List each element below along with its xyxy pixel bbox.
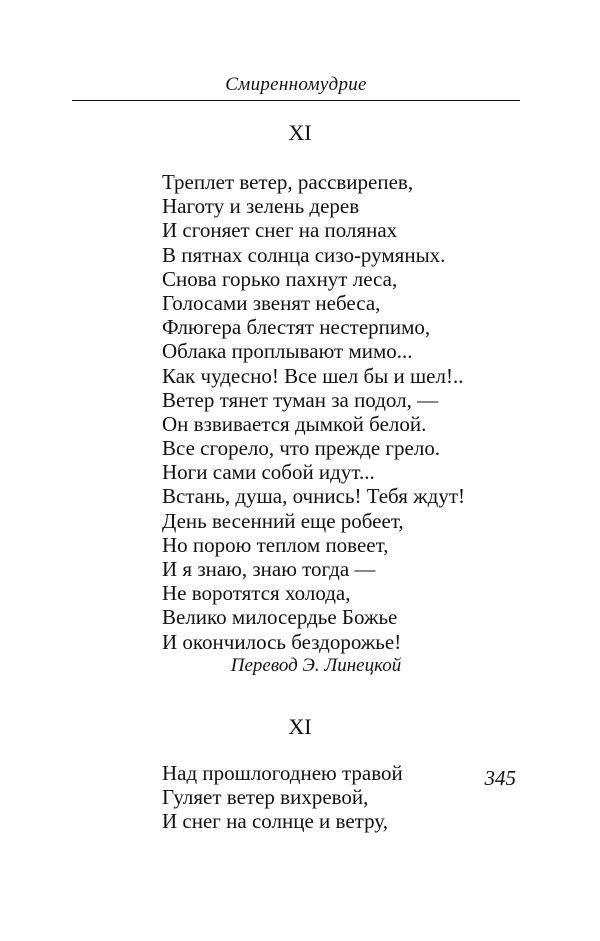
verse-line: И сгоняет снег на полянах xyxy=(162,218,398,243)
verse-line: И окончилось бездорожье! xyxy=(162,629,402,654)
running-head: Смиренномудрие xyxy=(225,74,367,95)
poem-2-title: XI xyxy=(288,714,312,739)
verse-line: Гуляет ветер вихревой, xyxy=(162,785,369,810)
verse-line: Наготу и зелень дерев xyxy=(162,194,360,219)
verse-line: Над прошлогоднею травой xyxy=(162,761,403,785)
verse-line: Ноги сами собой идут... xyxy=(162,460,375,485)
poem-1-title: XI xyxy=(288,120,312,145)
verse-line: И снег на солнце и ветру, xyxy=(162,809,388,834)
verse-line: День весенний еще робеет, xyxy=(162,508,404,533)
verse-line: Ветер тянет туман за подол, — xyxy=(162,387,439,412)
page-number: 345 xyxy=(484,766,516,790)
verse-line: Велико милосердье Божье xyxy=(162,605,398,630)
poem-1-verse xyxy=(162,170,465,654)
header-rule xyxy=(72,100,520,101)
poem-2-verse xyxy=(162,761,403,834)
translator-attribution: Перевод Э. Линецкой xyxy=(230,655,402,676)
verse-line: Но порою теплом повеет, xyxy=(162,532,389,557)
verse-line: Снова горько пахнут леса, xyxy=(162,266,398,291)
verse-line: Встань, душа, очнись! Тебя ждут! xyxy=(162,484,465,509)
verse-line: Голосами звенят небеса, xyxy=(162,290,381,315)
verse-line: Как чудесно! Все шел бы и шел!.. xyxy=(162,363,464,388)
verse-line: Не воротятся холода, xyxy=(162,581,351,606)
verse-line: Он взвивается дымкой белой. xyxy=(162,411,427,436)
verse-line: Флюгера блестят нестерпимо, xyxy=(162,315,431,340)
verse-line: В пятнах солнца сизо-румяных. xyxy=(162,242,446,267)
verse-line: Все сгорело, что прежде грело. xyxy=(162,436,441,461)
verse-line: Облака проплывают мимо... xyxy=(162,339,413,364)
verse-line: Треплет ветер, рассвирепев, xyxy=(162,170,414,194)
verse-line: И я знаю, знаю тогда — xyxy=(162,557,376,581)
